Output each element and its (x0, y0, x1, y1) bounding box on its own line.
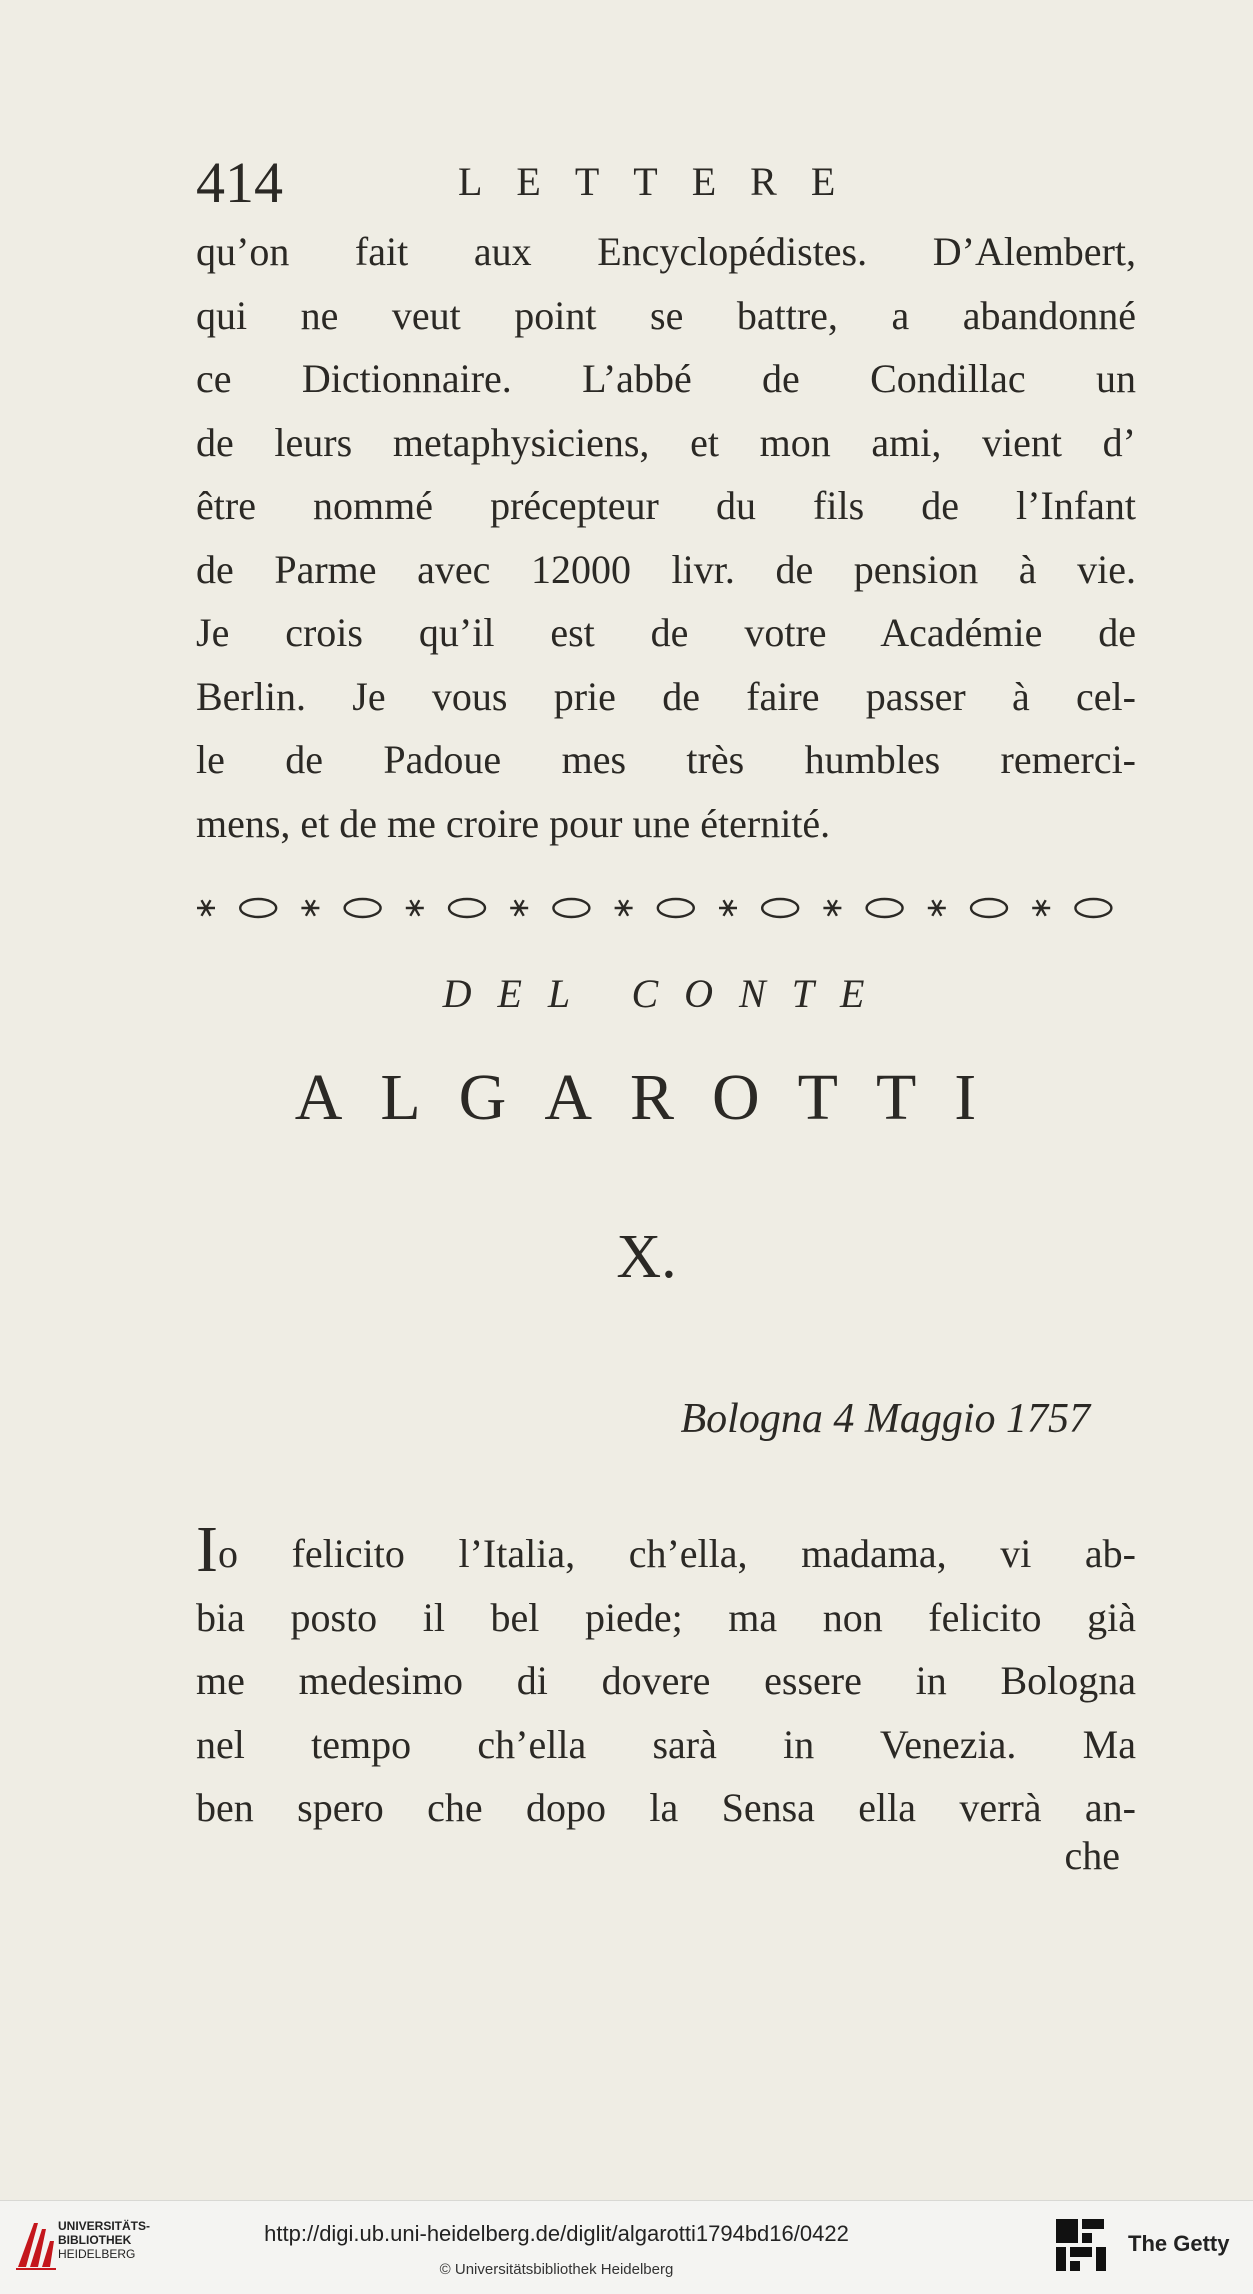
title-subtitle: DEL CONTE (442, 971, 891, 1016)
ornament-oval (553, 899, 589, 917)
text-line: qu’on fait aux Encyclopédistes. D’Alembert, (196, 229, 1136, 274)
ornament-oval (1075, 899, 1111, 917)
text-line: de Parme avec 12000 livr. de pension à vie. (196, 546, 1136, 592)
library-line: BIBLIOTHEK (58, 2233, 132, 2247)
letter-number: X. (616, 1223, 677, 1291)
getty-label: The Getty (1128, 2231, 1230, 2256)
viewer-footer (0, 2200, 1253, 2294)
ornamental-divider (196, 885, 1136, 931)
title-name: ALGAROTTI (294, 1061, 1015, 1134)
dateline: Bologna 4 Maggio 1757 (680, 1396, 1090, 1442)
page-header (196, 148, 1136, 218)
text-line: ce Dictionnaire. L’abbé de Condillac un (196, 356, 1136, 401)
getty-logo-icon[interactable] (1052, 2215, 1110, 2277)
permalink-url[interactable]: http://digi.ub.uni-heidelberg.de/diglit/algarotti1794bd16/0422 (264, 2221, 849, 2246)
text-line: mens, et de me croire pour une éternité. (196, 800, 831, 846)
first-line-rest: o felicito l’Italia, ch’ella, madama, vi ab- (217, 1531, 1136, 1576)
library-line: HEIDELBERG (58, 2247, 136, 2261)
ornament-oval (971, 899, 1007, 917)
drop-cap: I (196, 1513, 218, 1586)
text-line: ben spero che dopo la Sensa ella verrà an- (196, 1785, 1136, 1830)
copyright-notice: © Universitätsbibliothek Heidelberg (439, 2261, 674, 2278)
ornament-oval (658, 899, 694, 917)
text-line: de leurs metaphysiciens, et mon ami, vient d’ (196, 419, 1136, 465)
text-line: Berlin. Je vous prie de faire passer à cel- (196, 673, 1136, 719)
text-line: qui ne veut point se battre, a abandonné (196, 292, 1136, 338)
catchword: che (1064, 1833, 1120, 1878)
text-line: bia posto il bel piede; ma non felicito già (196, 1594, 1136, 1640)
running-title: LETTERE (458, 159, 870, 204)
ornament-oval (345, 899, 381, 917)
french-text-block (196, 220, 1136, 855)
library-line: UNIVERSITÄTS- (58, 2219, 151, 2233)
text-line: nel tempo ch’ella sarà in Venezia. Ma (196, 1721, 1136, 1767)
ornament-oval (762, 899, 798, 917)
ornament-oval (240, 899, 276, 917)
text-line: le de Padoue mes très humbles remerci- (196, 737, 1136, 782)
text-line: être nommé précepteur du fils de l’Infant (196, 483, 1136, 528)
text-line: Je crois qu’il est de votre Académie de (196, 610, 1136, 655)
italian-text-block (196, 1513, 1136, 1840)
page-number: 414 (196, 150, 283, 215)
text-line: me medesimo di dovere essere in Bologna (196, 1658, 1136, 1703)
ornament-oval (867, 899, 903, 917)
text-line-first (196, 1513, 1136, 1586)
ornament-oval (449, 899, 485, 917)
